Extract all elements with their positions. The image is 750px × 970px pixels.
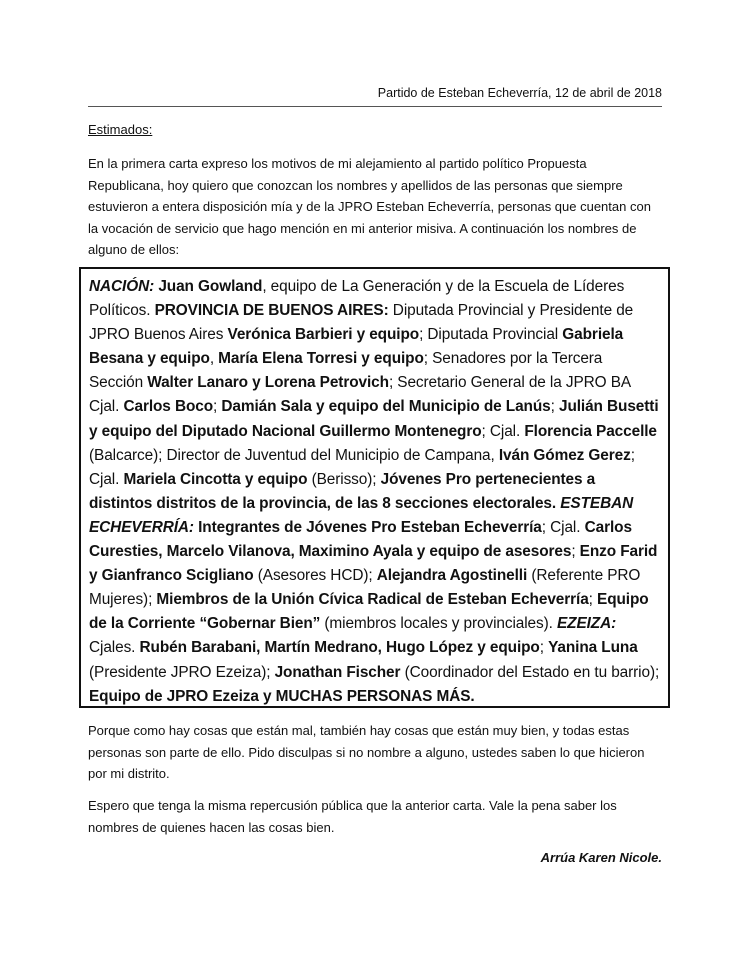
signature: Arrúa Karen Nicole. bbox=[540, 850, 662, 865]
box-text: ; Cjal. bbox=[481, 422, 525, 440]
box-text: (Berisso); bbox=[307, 470, 381, 488]
box-name: Juan Gowland bbox=[158, 278, 263, 295]
box-name: Gabriela Besana y equipo bbox=[89, 326, 624, 368]
names-box bbox=[79, 267, 670, 708]
box-name: Carlos Curesties, Marcelo Vilanova, Maximino Ayala y equipo de asesores bbox=[89, 518, 632, 561]
box-name: Jonathan Fischer bbox=[274, 663, 401, 681]
box-text: (Referente PRO Mujeres); bbox=[89, 567, 641, 609]
box-name: María Elena Torresi y equipo bbox=[218, 350, 424, 368]
box-name: Enzo Farid y Gianfranco Scigliano bbox=[89, 543, 658, 585]
box-name: Mariela Cincotta y equipo bbox=[123, 470, 308, 488]
box-text: Diputada Provincial y Presidente de JPRO Buenos Aires bbox=[89, 302, 634, 344]
box-name: Damián Sala y equipo del Municipio de Lanús bbox=[221, 398, 551, 416]
box-text: ; bbox=[213, 398, 222, 416]
heading-esteban-echeverria: ESTEBAN ECHEVERRÍA: bbox=[89, 494, 634, 536]
box-text: , bbox=[209, 350, 219, 368]
salutation: Estimados: bbox=[88, 122, 153, 137]
after-paragraph: Porque como hay cosas que están mal, también hay cosas que están muy bien, y todas estas personas son parte de ello. Pido disculpas si no nombre a alguno, ustedes saben lo que hicieron por mi distrito. bbox=[88, 723, 645, 781]
box-text: ; Cjal. bbox=[541, 518, 585, 536]
box-text: (Coordinador del Estado en tu barrio); bbox=[400, 663, 660, 681]
box-name: Julián Busetti y equipo del Diputado Nacional Guillermo Montenegro bbox=[89, 398, 659, 440]
heading-provincia: PROVINCIA DE BUENOS AIRES: bbox=[154, 302, 389, 320]
box-text: ; bbox=[588, 591, 598, 609]
box-name: Integrantes de Jóvenes Pro Esteban Echeverría bbox=[198, 518, 542, 536]
box-text: (Asesores HCD); bbox=[253, 567, 377, 585]
box-text: ; bbox=[550, 398, 559, 416]
letter-header: Partido de Esteban Echeverría, 12 de abril de 2018 bbox=[88, 86, 662, 107]
box-name: Walter Lanaro y Lorena Petrovich bbox=[147, 374, 389, 392]
box-name: Iván Gómez Gerez bbox=[498, 446, 631, 464]
box-text: , equipo de La Generación y de la Escuela de Líderes Políticos. bbox=[89, 278, 625, 320]
box-name: Alejandra Agostinelli bbox=[376, 567, 528, 585]
box-text: (Presidente JPRO Ezeiza); bbox=[89, 663, 275, 681]
box-name: Equipo de la Corriente “Gobernar Bien” bbox=[89, 591, 649, 633]
box-name: Verónica Barbieri y equipo bbox=[227, 326, 420, 344]
box-text: (miembros locales y provinciales). bbox=[320, 615, 557, 633]
heading-ezeiza: EZEIZA: bbox=[556, 615, 617, 633]
box-text: ; bbox=[539, 639, 549, 657]
intro-paragraph: En la primera carta expreso los motivos de mi alejamiento al partido político Propuesta Republicana, hoy quiero que conozcan los nombres y apellidos de las personas que siempre estuvieron a entera disposición mía y de la JPRO Esteban Echeverría, personas que cuentan con la vocación de servicio que hago mención en mi anterior misiva. A continuación los nombres de alguno de ellos: bbox=[88, 156, 651, 257]
box-name: Florencia Paccelle bbox=[524, 422, 657, 440]
box-name: Yanina Luna bbox=[548, 639, 638, 657]
box-name: Rubén Barabani, Martín Medrano, Hugo López y equipo bbox=[139, 639, 540, 657]
box-text: ; Diputada Provincial bbox=[419, 326, 563, 344]
box-name: Jóvenes Pro pertenecientes a distintos distritos de la provincia, de las 8 secciones electorales. bbox=[89, 470, 596, 512]
heading-nacion: NACIÓN: bbox=[89, 278, 155, 295]
box-name: Equipo de JPRO Ezeiza y MUCHAS PERSONAS MÁS. bbox=[89, 687, 475, 705]
box-text: ; Secretario General de la JPRO BA Cjal. bbox=[89, 374, 631, 416]
box-text: ; bbox=[571, 543, 580, 561]
box-name: Carlos Boco bbox=[123, 398, 214, 416]
box-text: Cjales. bbox=[89, 639, 140, 657]
box-name: Miembros de la Unión Cívica Radical de Esteban Echeverría bbox=[156, 591, 589, 609]
box-text: (Balcarce); Director de Juventud del Municipio de Campana, bbox=[89, 446, 499, 464]
box-text: ; Cjal. bbox=[89, 446, 635, 488]
closing-paragraph: Espero que tenga la misma repercusión pública que la anterior carta. Vale la pena saber los nombres de quienes hacen las cosas bien. bbox=[88, 798, 617, 835]
box-text: ; Senadores por la Tercera Sección bbox=[89, 350, 603, 392]
